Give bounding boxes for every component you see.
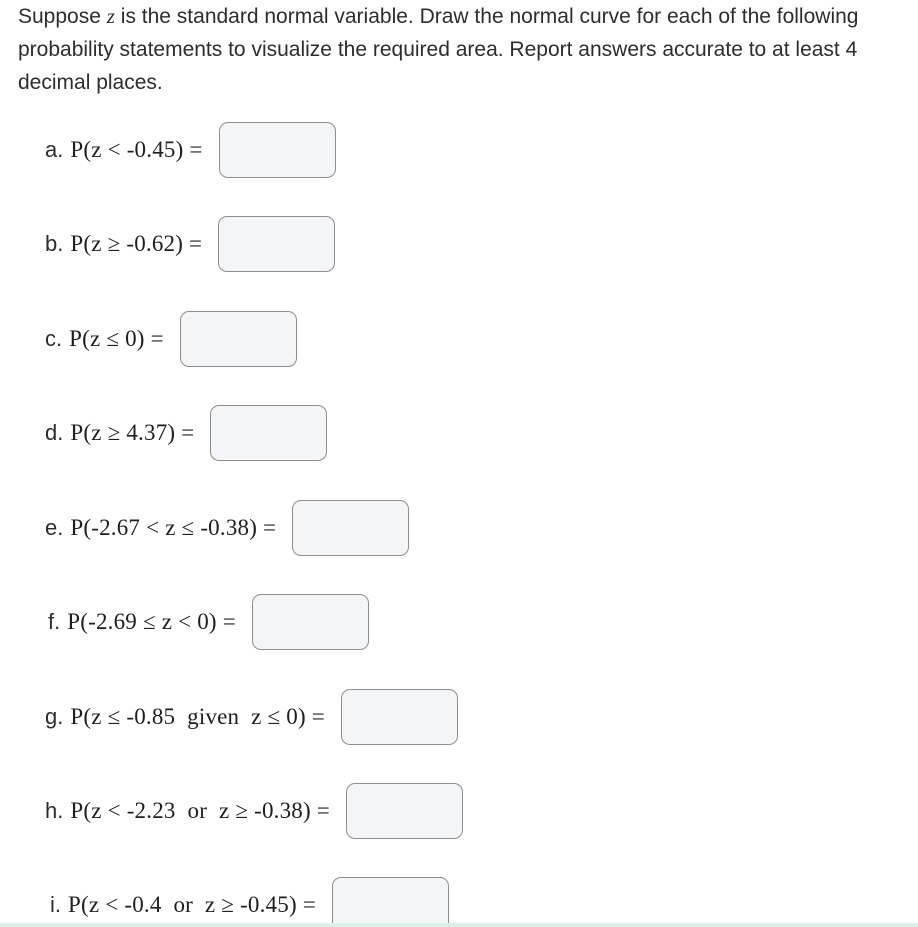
probability-expression: P(z ≥ 4.37) = <box>70 420 195 445</box>
question-c <box>45 310 297 368</box>
question-letter: h. <box>45 798 64 823</box>
question-d <box>45 404 327 462</box>
question-e <box>45 499 409 557</box>
question-b <box>45 215 335 273</box>
probability-expression: P(z < -0.45) = <box>70 137 203 162</box>
question-letter: e. <box>45 515 64 540</box>
probability-expression: P(z ≤ 0) = <box>69 326 164 351</box>
probability-expression: P(-2.69 ≤ z < 0) = <box>67 609 236 634</box>
question-letter: g. <box>45 704 64 729</box>
question-letter: c. <box>45 326 63 351</box>
question-letter: a. <box>45 137 64 162</box>
instructions-body: is the standard normal variable. Draw the normal curve for each of the following probability statements to visualize the required area. Report answers accurate to at least 4 decimal places. <box>18 5 859 94</box>
answer-input-e[interactable] <box>292 500 409 556</box>
question-letter: b. <box>45 231 64 256</box>
answer-input-i[interactable] <box>332 877 449 927</box>
answer-input-g[interactable] <box>341 689 458 745</box>
bottom-divider <box>0 923 918 927</box>
instructions-prefix: Suppose <box>18 5 107 28</box>
question-letter: f. <box>48 609 61 634</box>
probability-expression: P(z < -0.4 or z ≥ -0.45) = <box>68 892 316 917</box>
question-g <box>45 688 458 746</box>
probability-expression: P(-2.67 < z ≤ -0.38) = <box>70 515 277 540</box>
answer-input-d[interactable] <box>210 405 327 461</box>
question-i <box>50 876 449 927</box>
instructions-text <box>18 0 898 99</box>
probability-expression: P(z ≤ -0.85 given z ≤ 0) = <box>70 704 325 729</box>
variable-z: z <box>106 4 115 28</box>
question-h <box>45 782 463 840</box>
question-f <box>48 593 369 651</box>
question-a <box>45 121 336 179</box>
question-letter: i. <box>50 892 61 917</box>
probability-expression: P(z < -2.23 or z ≥ -0.38) = <box>70 798 330 823</box>
probability-expression: P(z ≥ -0.62) = <box>70 231 203 256</box>
answer-input-b[interactable] <box>218 216 335 272</box>
answer-input-a[interactable] <box>219 122 336 178</box>
answer-input-f[interactable] <box>252 594 369 650</box>
answer-input-h[interactable] <box>346 783 463 839</box>
question-letter: d. <box>45 420 64 445</box>
answer-input-c[interactable] <box>180 311 297 367</box>
